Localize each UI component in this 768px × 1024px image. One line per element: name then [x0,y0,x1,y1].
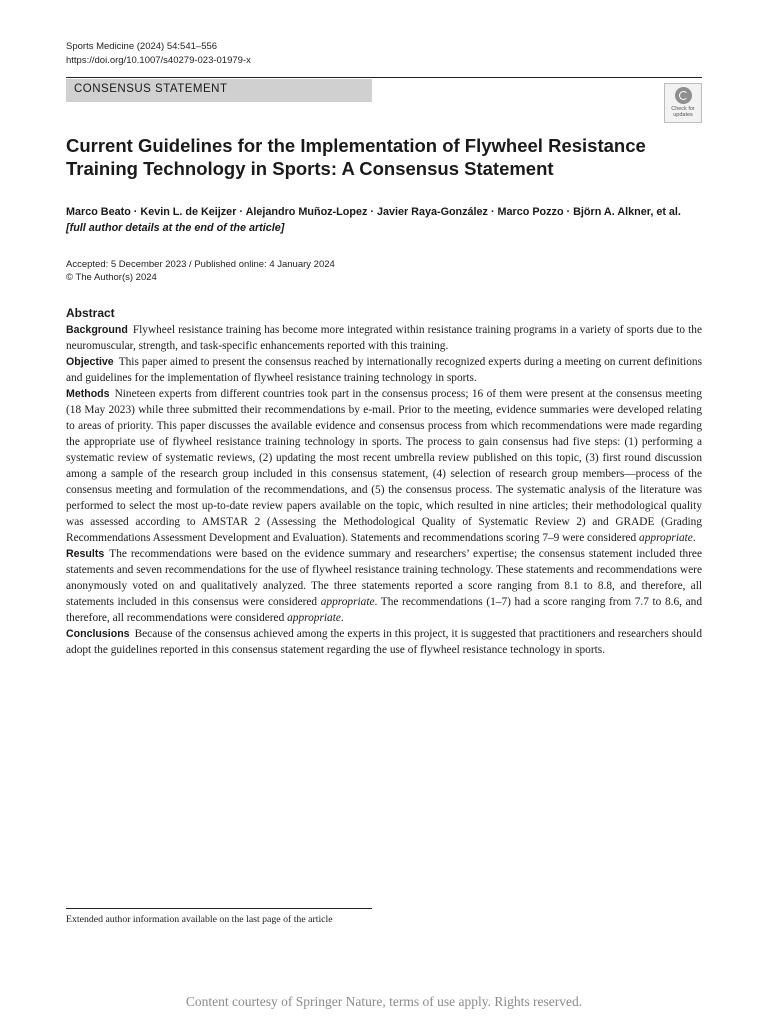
check-for-updates-button[interactable] [664,83,702,123]
journal-reference: Sports Medicine (2024) 54:541–556 [66,41,218,52]
accepted-published-dates: Accepted: 5 December 2023 / Published online: 4 January 2024 [66,259,335,270]
abstract-objective [66,354,702,386]
footnote-divider [66,908,372,909]
methods-emphasis: appropriate [639,532,693,544]
refresh-icon [675,87,692,104]
author-details-link[interactable]: [full author details at the end of the article] [66,222,285,234]
check-updates-label: Check for updates [671,106,695,118]
results-text: The recommendations were based on the evidence summary and researchers’ expertise; the consensus statement included three statements and seven recommendations for the use of flywheel resistance training technology. These statements and recommendations were anonymously voted on and qualitatively analyzed. The three statements reported a score ranging from 8.1 to 8.8, and therefore, all statements included in this consensus were considered [66,548,702,608]
publication-dates [66,258,335,284]
abstract-heading: Abstract [66,306,115,320]
conclusions-label: Conclusions [66,628,130,640]
background-label: Background [66,324,128,336]
footnote: Extended author information available on the last page of the article [66,914,333,925]
authors-text: Marco Beato · Kevin L. de Keijzer · Alejandro Muñoz-Lopez · Javier Raya-González · Marco Pozzo · Björn A. Alkner, et al. [66,206,681,218]
author-list [66,204,702,236]
methods-label: Methods [66,388,110,400]
abstract-conclusions [66,626,702,658]
abstract-methods: Methods Nineteen experts from different countries took part in the consensus process; 16 of them were present at the consensus meeting (18 May 2023) while three submitted their recommendations by e-mail. Prior to the meeting, evidence summaries were developed relating to areas of priority. This paper discusses the available evidence and consensus process from which recommendations were made regarding the appropriate use of flywheel resistance training technology in sports. The process to gain consensus had five steps: (1) performing a systematic review of systematic reviews, (2) updating the most recent umbrella review published on this topic, (3) first round discussion among a sample of the research group included in this consensus statement, (4) selection of research group members—process of the consensus meeting and formulation of the recommendations, and (5) the consensus process. The systematic analysis of the literature was performed to select the most up-to-date review papers available on the topic, which resulted in nine articles; their methodological quality was assessed according to AMSTAR 2 (Assessing the Methodological Quality of Systematic Review 2) and GRADE (Grading Recommendations Assessment Development and Evaluation). Statements and recommendations scoring 7–9 were considered appropriate. [66,388,702,544]
conclusions-text: Because of the consensus achieved among the experts in this project, it is suggested that practitioners and researchers should adopt the guidelines reported in this consensus statement regarding the use of flywheel resistance technology in sports. [66,628,702,656]
title-line-2: Training Technology in Sports: A Consensus Statement [66,158,554,179]
article-title [66,134,686,180]
results-emphasis-2: appropriate [287,612,341,624]
abstract-results: Results The recommendations were based on the evidence summary and researchers’ expertise; the consensus statement included three statements and seven recommendations for the use of flywheel resistance training technology. These statements and recommendations were anonymously voted on and qualitatively analyzed. The three statements reported a score ranging from 8.1 to 8.8, and therefore, all statements included in this consensus were considered appropriate. The recommendations (1–7) had a score ranging from 7.7 to 8.6, and therefore, all recommendations were considered appropriate. [66,548,702,624]
journal-citation [66,40,251,68]
doi-link[interactable]: https://doi.org/10.1007/s40279-023-01979-x [66,55,251,66]
abstract-background [66,322,702,354]
background-text: Flywheel resistance training has become more integrated within resistance training programs in a variety of sports due to the neuromuscular, strength, and task-specific enhancements reported with this training. [66,324,702,352]
header-divider [66,77,702,78]
results-text-2: . The recommendations (1–7) had a score ranging from 7.7 to 8.6, and therefore, all recommendations were considered [66,596,702,624]
title-line-1: Current Guidelines for the Implementation of Flywheel Resistance [66,135,646,156]
copyright-notice: © The Author(s) 2024 [66,272,157,283]
objective-label: Objective [66,356,114,368]
results-label: Results [66,548,105,560]
courtesy-notice: Content courtesy of Springer Nature, terms of use apply. Rights reserved. [185,994,583,1009]
article-type-label: CONSENSUS STATEMENT [74,83,228,95]
objective-text: This paper aimed to present the consensus reached by internationally recognized experts during a meeting on current definitions and guidelines for the implementation of flywheel resistance training technology in sports. [66,356,702,384]
abstract-body [66,322,702,658]
results-emphasis-1: appropriate [320,596,375,608]
methods-text: Nineteen experts from different countries took part in the consensus process; 16 of them were present at the consensus meeting (18 May 2023) while three submitted their recommendations by e-mail. Prior to the meeting, evidence summaries were developed relating to areas of priority. This paper discusses the available evidence and consensus process from which recommendations were made regarding the appropriate use of flywheel resistance training technology in sports. The process to gain consensus had five steps: (1) performing a systematic review of systematic reviews, (2) updating the most recent umbrella review published on this topic, (3) first round discussion among a sample of the research group included in this consensus statement, (4) selection of research group members—process of the consensus meeting and formulation of the recommendations, and (5) the consensus process. The systematic analysis of the literature was performed to select the most up-to-date review papers available on the topic, which resulted in nine articles; their methodological quality was assessed according to AMSTAR 2 (Assessing the Methodological Quality of Systematic Review 2) and GRADE (Grading Recommendations Assessment Development and Evaluation). Statements and recommendations scoring 7–9 were considered [66,388,702,544]
article-type-banner [66,79,372,102]
